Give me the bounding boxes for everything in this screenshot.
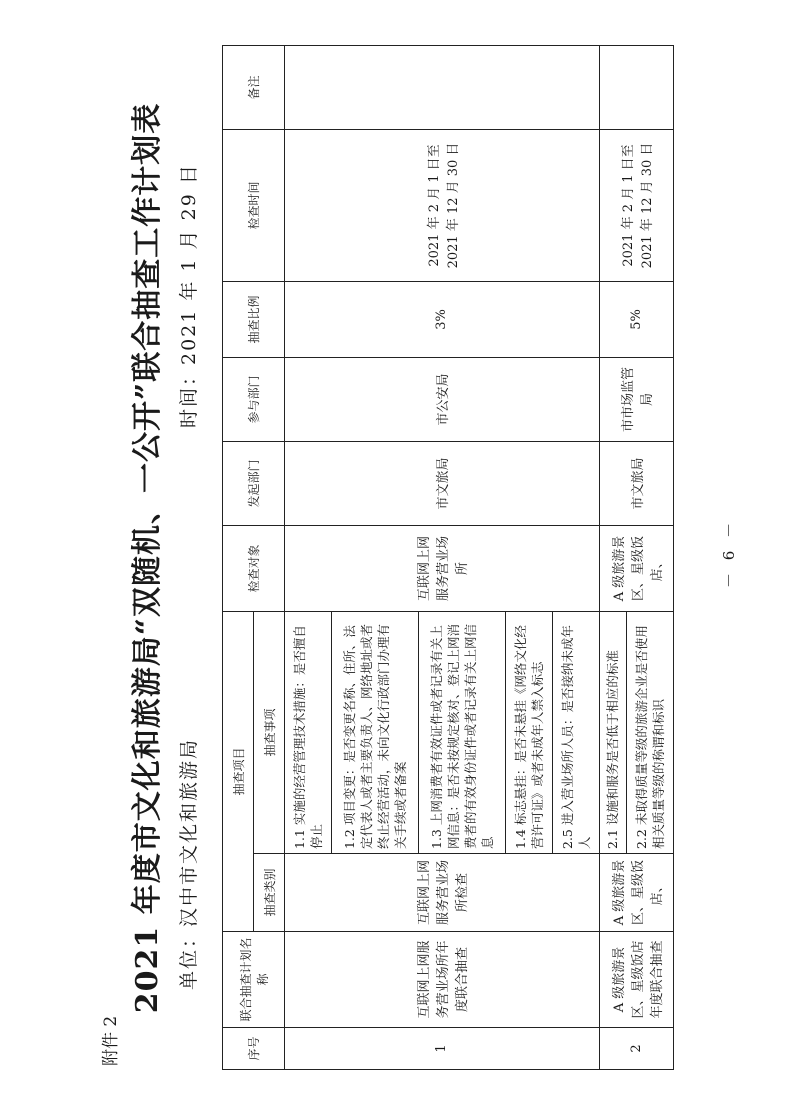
row1-time-start: 2021 年 2 月 1 日至	[426, 144, 442, 267]
unit-label: 单位：汉中市文化和旅游局	[178, 737, 200, 990]
row2-initiator: 市文旅局	[599, 441, 673, 525]
row2-remark	[599, 45, 673, 129]
row1-category: 互联网上网服务营业场所检查	[285, 854, 600, 932]
header-matters: 抽查事项	[254, 611, 285, 853]
header-category: 抽查类别	[254, 854, 285, 932]
page-number: － 6 －	[720, 518, 738, 588]
inspection-plan-table	[222, 45, 674, 1070]
row2-item-2: 2.2 未取得质量等级的旅游企业是否使用相关质量等级的称谓和标识	[626, 611, 674, 853]
row1-participant: 市公安局	[285, 357, 600, 441]
header-check-items: 抽查项目	[223, 611, 254, 931]
header-initiator: 发起部门	[223, 441, 285, 525]
row2-ratio: 5%	[599, 281, 673, 357]
row1-target: 互联网上网服务营业场所	[285, 525, 600, 611]
annex-label: 附件 2	[101, 1015, 121, 1066]
row2-target: A 级旅游景区、星级饭店、	[599, 525, 673, 611]
row1-initiator: 市文旅局	[285, 441, 600, 525]
page-title: 2021 年度市文化和旅游局“双随机、一公开”联合抽查工作计划表	[130, 102, 165, 1014]
header-ratio: 抽查比例	[223, 281, 285, 357]
row1-time-end: 2021 年 12 月 30 日	[445, 142, 461, 269]
row2-time-start: 2021 年 2 月 1 日至	[621, 144, 637, 267]
header-seq: 序号	[223, 1028, 285, 1070]
row2-time	[599, 129, 673, 281]
row2-item-1: 2.1 设施和服务是否低于相应的标准	[599, 611, 626, 853]
row2-category: A 级旅游景区、星级饭店、	[599, 854, 673, 932]
header-remark: 备注	[223, 45, 285, 129]
row1-item-3: 1.3 上网消费者有效证件或者记录有关上网信息：是否未按规定核对、登记上网消费者的有效身份证件或者记录有关上网信息	[419, 611, 506, 853]
row1-item-5: 2.5 进入营业场所人员：是否接纳未成年人	[553, 611, 600, 853]
row1-item-4: 1.4 标志悬挂：是否未悬挂《网络文化经营许可证》或者未成年人禁入标志	[506, 611, 553, 853]
row1-seq: 1	[285, 1028, 600, 1070]
row1-plan-name: 互联网上网服务营业场所年度联合抽查	[285, 932, 600, 1028]
row1-remark	[285, 45, 600, 129]
row2-time-end: 2021 年 12 月 30 日	[640, 142, 656, 269]
header-participant: 参与部门	[223, 357, 285, 441]
date-label: 时间：2021 年 1 月 29 日	[178, 163, 200, 428]
row1-time	[285, 129, 600, 281]
header-plan-name: 联合抽查计划名称	[223, 932, 285, 1028]
row1-ratio: 3%	[285, 281, 600, 357]
row2-seq: 2	[599, 1028, 673, 1070]
row1-item-1: 1.1 实施的经营管理技术措施：是否擅自停止	[285, 611, 332, 853]
header-target: 检查对象	[223, 525, 285, 611]
row2-plan-name: A 级旅游景区、星级饭店年度联合抽查	[599, 932, 673, 1028]
row2-participant: 市市场监管局	[599, 357, 673, 441]
row1-item-2: 1.2 项目变更：是否变更名称、住所、法定代表人或者主要负责人、网络地址或者终止经营活动，未向文化行政部门办理有关手续或者备案	[331, 611, 418, 853]
header-time: 检查时间	[223, 129, 285, 281]
